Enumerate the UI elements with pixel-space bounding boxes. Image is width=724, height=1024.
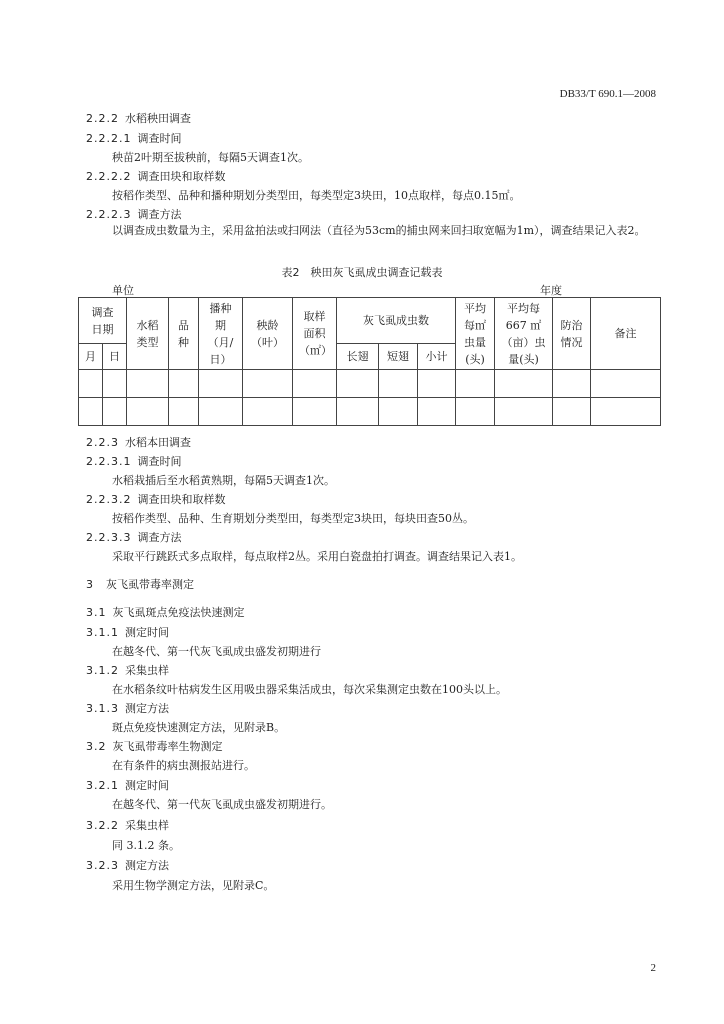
header-variety: 品种 [169,298,199,370]
heading-2-2-3-1: 2.2.3.1 调查时间 [86,455,182,468]
header-month: 月 [79,344,103,370]
page-number: 2 [650,962,656,974]
paragraph-2-2-2-3: 以调查成虫数量为主，采用盆拍法或扫网法（直径为53cm的捕虫网来回扫取宽幅为1m），调查结果记入表2。 [112,224,646,237]
heading-2-2-3: 2.2.3 水稻本田调查 [86,436,191,449]
heading-3-2-1: 3.2.1 测定时间 [86,779,169,792]
header-remarks: 备注 [591,298,661,370]
paragraph-2-2-2-1: 秧苗2叶期至拔秧前，每隔5天调查1次。 [112,151,309,164]
heading-3-1-3: 3.1.3 测定方法 [86,702,169,715]
paragraph-2-2-3-3: 采取平行跳跃式多点取样，每点取样2丛。采用白瓷盘拍打调查。调查结果记入表1。 [112,550,522,563]
survey-table [78,297,661,426]
header-control: 防治情况 [553,298,591,370]
table-row [79,398,661,426]
paragraph-3-2-1: 在越冬代、第一代灰飞虱成虫盛发初期进行。 [112,798,332,811]
heading-2-2-2-1: 2.2.2.1 调查时间 [86,132,182,145]
paragraph-2-2-3-2: 按稻作类型、品种、生育期划分类型田，每类型定3块田，每块田查50丛。 [112,512,474,525]
year-field: 年度 [540,282,638,298]
header-short-wing: 短翅 [379,344,418,370]
header-adults: 灰飞虱成虫数 [337,298,456,344]
heading-2-2-3-3: 2.2.3.3 调查方法 [86,531,182,544]
heading-3-2-3: 3.2.3 测定方法 [86,859,169,872]
heading-2-2-3-2: 2.2.3.2 调查田块和取样数 [86,493,226,506]
heading-3-1-1: 3.1.1 测定时间 [86,626,169,639]
heading-3-1-2: 3.1.2 采集虫样 [86,664,169,677]
heading-3-2: 3.2 灰飞虱带毒率生物测定 [86,740,223,753]
paragraph-3-1-3: 斑点免疫快速测定方法，见附录B。 [112,721,286,734]
header-day: 日 [103,344,127,370]
paragraph-2-2-2-2: 按稻作类型、品种和播种期划分类型田，每类型定3块田，10点取样，每点0.15㎡。 [112,189,521,202]
paragraph-3-2: 在有条件的病虫测报站进行。 [112,759,255,772]
paragraph-2-2-3-1: 水稻栽插后至水稻黄熟期，每隔5天调查1次。 [112,474,335,487]
header-avg-m2: 平均每㎡虫量(头) [456,298,495,370]
paragraph-3-1-1: 在越冬代、第一代灰飞虱成虫盛发初期进行 [112,645,321,658]
heading-2-2-2: 2.2.2 水稻秧田调查 [86,112,191,125]
heading-2-2-2-3: 2.2.2.3 调查方法 [86,208,182,221]
document-code: DB33/T 690.1—2008 [559,88,656,100]
table-row [79,370,661,398]
header-rice-type: 水稻类型 [127,298,169,370]
header-date: 调查日期 [79,298,127,344]
header-area: 取样面积（㎡） [293,298,337,370]
heading-3: 3 灰飞虱带毒率测定 [86,578,194,591]
unit-field: 单位 [112,282,246,298]
header-seedling-age: 秧龄（叶） [243,298,293,370]
header-subtotal: 小计 [418,344,456,370]
heading-3-2-2: 3.2.2 采集虫样 [86,819,169,832]
header-long-wing: 长翅 [337,344,379,370]
heading-3-1: 3.1 灰飞虱斑点免疫法快速测定 [86,606,245,619]
header-avg-mu: 平均每667 ㎡（亩）虫量(头) [495,298,553,370]
table-caption: 表2 秧田灰飞虱成虫调查记载表 [281,266,443,279]
paragraph-3-2-2: 同 3.1.2 条。 [112,839,180,852]
header-sowing: 播种期（月/日） [199,298,243,370]
paragraph-3-2-3: 采用生物学测定方法，见附录C。 [112,879,275,892]
paragraph-3-1-2: 在水稻条纹叶枯病发生区用吸虫器采集活成虫，每次采集测定虫数在100头以上。 [112,683,507,696]
heading-2-2-2-2: 2.2.2.2 调查田块和取样数 [86,170,226,183]
